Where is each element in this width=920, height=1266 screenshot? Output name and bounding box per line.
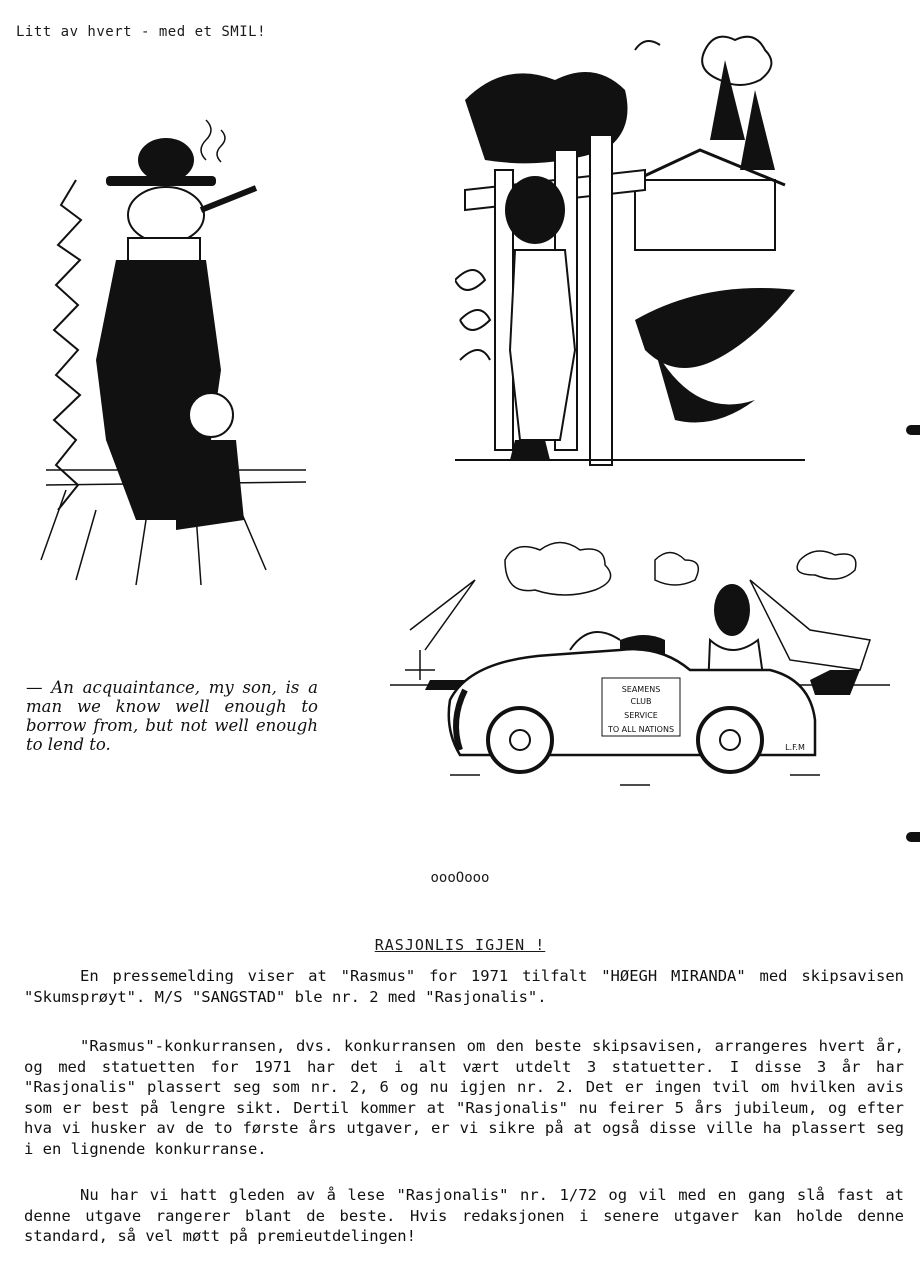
page-header: Litt av hvert - med et SMIL! bbox=[16, 24, 267, 40]
sign-line-1: SEAMENS bbox=[621, 685, 661, 694]
article-paragraph-2: "Rasmus"-konkurransen, dvs. konkurransen om den beste skipsavisen, arrangeres hvert år, og med statuetten for 1971 har det i alt vært utdelt 3 statuetter. I disse 3 år har "Rasjonalis" plassert seg som nr. 2, 6 og nu igjen nr. 2. Det er ingen tvil om hvilken avis som er best på lengre sikt. Dertil kommer at "Rasjonalis" nu feirer 5 års jubileum, og efter hva vi husker av de to første års utgaver, er vi sikre på at også disse ville ha plassert seg i en lignende konkurranse. bbox=[24, 1037, 904, 1158]
car-bride-cartoon bbox=[390, 520, 890, 800]
binder-mark-top bbox=[906, 425, 920, 435]
fence-boy-cartoon bbox=[455, 20, 815, 490]
sign-line-3: SERVICE bbox=[624, 711, 658, 720]
article-title: RASJONLIS IGJEN ! bbox=[374, 936, 546, 954]
article-paragraph-1: En pressemelding viser at "Rasmus" for 1971 tilfalt "HØEGH MIRANDA" med skipsavisen "Skumsprøyt". M/S "SANGSTAD" ble nr. 2 med "Rasjonalis". bbox=[24, 967, 904, 1006]
artist-signature: L.F.M bbox=[785, 743, 805, 752]
article-paragraph-3: Nu har vi hatt gleden av å lese "Rasjonalis" nr. 1/72 og vil med en gang slå fast at denne utgave rangerer blant de beste. Hvis redaksjonen i senere utgaver kan holde denne standard, så vel møtt på premieutdelingen! bbox=[24, 1186, 904, 1245]
sign-line-4: TO ALL NATIONS bbox=[607, 725, 675, 734]
father-son-cartoon bbox=[36, 110, 316, 600]
section-separator: oooOooo bbox=[430, 870, 490, 886]
sign-line-2: CLUB bbox=[630, 697, 652, 706]
cartoon-caption: — An acquaintance, my son, is a man we know well enough to borrow from, but not well enough to lend to. bbox=[26, 678, 318, 754]
binder-mark-bottom bbox=[906, 832, 920, 842]
